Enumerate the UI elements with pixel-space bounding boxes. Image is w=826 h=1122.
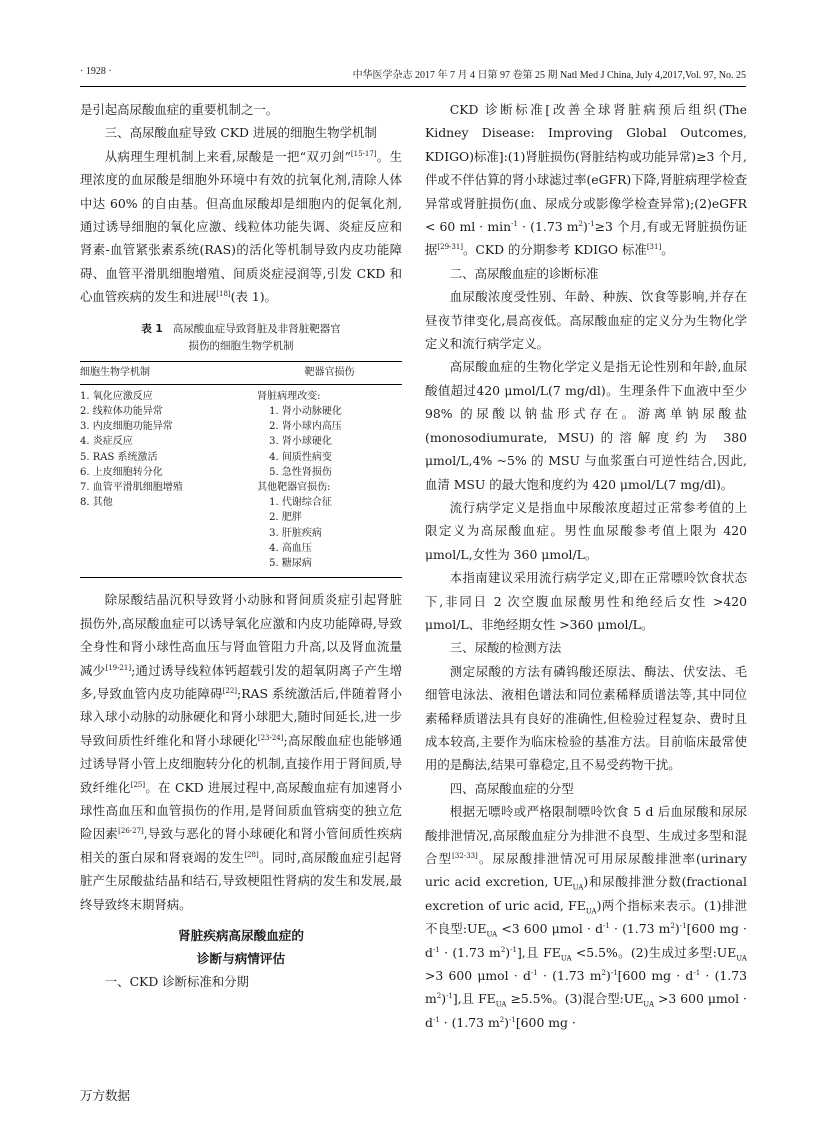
paragraph: 是引起高尿酸血症的重要机制之一。 [80, 102, 279, 117]
left-column [80, 98, 402, 993]
paragraph: 本指南建议采用流行病学定义,即在正常嘌呤饮食状态下,非同日 2 次空腹血尿酸男性和绝经后女性 >420 μmol/L、非绝经期女性 >360 μmol/L。 [425, 570, 747, 632]
subsection-heading: 四、高尿酸血症的分型 [449, 780, 574, 796]
right-column [425, 98, 747, 1034]
subsection-heading: 一、CKD 诊断标准和分期 [104, 973, 249, 989]
paragraph: 测定尿酸的方法有磷钨酸还原法、酶法、伏安法、毛细管电泳法、液相色谱法和同位素稀释质谱法等,其中同位素稀释质谱法具有良好的准确性,但检验过程复杂、费时且成本较高,主要作为临床检验的基准方法。目前临床最常使用的是酶法,结果可靠稳定,且不易受药物干扰。 [425, 663, 747, 773]
citation: [18] [216, 290, 231, 299]
footer-watermark: 万方数据 [80, 1088, 131, 1103]
page-number: · 1928 · [80, 66, 112, 77]
paragraph: 从病理生理机制上来看,尿酸是一把“双刃剑”[15-17]。生理浓度的血尿酸是细胞外环境中有效的抗氧化剂,清除人体中达 60% 的自由基。但高血尿酸却是细胞内的促氧化剂,通过诱导细胞的氧化应激、线粒体功能失调、炎症反应和肾素-血管紧张素系统(RAS)的活化等机制导致内皮功能障碍、血管平滑肌细胞增殖、间质炎症浸润等,引发 CKD 和心血管疾病的发生和进展[18](表 1)。 [80, 148, 403, 305]
table-cell: 1. 氧化应激反应 2. 线粒体功能异常 3. 内皮细胞功能异常 4. 炎症反应 5. RAS 系统激活 6. 上皮细胞转分化 7. 血管平滑肌细胞增殖 8. 其他 [80, 384, 257, 577]
section-heading: 三、高尿酸血症导致 CKD 进展的细胞生物学机制 [104, 125, 377, 141]
table-cell: 肾脏病理改变: 1. 肾小动脉硬化 2. 肾小球内高压 3. 肾小球硬化 4. 间质性病变 5. 急性肾损伤 其他靶器官损伤: 1. 代谢综合征 2. 肥胖 3. 肝脏疾病 4. 高血压 5. 糖尿病 [257, 384, 402, 577]
citation: [15-17] [350, 149, 377, 158]
paragraph: 高尿酸血症的生物化学定义是指无论性别和年龄,血尿酸值超过420 μmol/L(7 mg/dl)。生理条件下血液中至少 98% 的尿酸以钠盐形式存在。游离单钠尿酸盐(monosodiumurate, MSU)的溶解度约为 380 μmol/L,4% ~5% 的 MSU 与血浆蛋白可逆性结合,因此,血清 MSU 的最大饱和度约为 420 μmol/L(7 mg/dl)。 [425, 359, 747, 492]
header-rule [80, 86, 746, 87]
paragraph: CKD 诊断标准[改善全球肾脏病预后组织(The Kidney Disease: Improving Global Outcomes, KDIGO)标准]:(1)肾脏损伤(肾脏结构或功能异常)≥3 个月,伴或不伴估算的肾小球滤过率(eGFR)下降,肾脏病理学检查异常或肾脏损伤(血、尿成分或影像学检查异常);(2)eGFR < 60 ml · $\min^{-1} \cdot (1.73$ $m^2)^{-1}\ge 3$ 个月,有或无肾脏损伤证据[29-31]。CKD 的分期参考 KDIGO 标准[31]。 [425, 102, 747, 258]
section-title: 肾脏疾病高尿酸血症的 诊断与病情评估 [178, 927, 304, 966]
table-header: 细胞生物学机制 [80, 361, 257, 384]
table-1 [80, 321, 402, 579]
journal-header: 中华医学杂志 2017 年 7 月 4 日第 97 卷第 25 期 Natl Med J China, July 4,2017,Vol. 97, No. 25 [352, 70, 746, 81]
table-caption: 表 1 高尿酸血症导致肾脏及非肾脏靶器官 损伤的细胞生物学机制 [141, 322, 341, 352]
paragraph: 除尿酸结晶沉积导致肾小动脉和肾间质炎症引起肾脏损伤外,高尿酸血症可以诱导氧化应激和内皮功能障碍,导致全身性和肾小球性高血压与肾血管阻力升高,以及肾血流量减少[19-21];通过诱导线粒体钙超载引发的超氧阴离子产生增多,导致血管内皮功能障碍[22];RAS 系统激活后,伴随着肾小球入球小动脉的动脉硬化和肾小球肥大,随时间延长,进一步导致间质性纤维化和肾小球硬化[23-24];高尿酸血症也能够通过诱导肾小管上皮细胞转分化的机制,直接作用于肾间质,导致纤维化[25]。在 CKD 进展过程中,高尿酸血症有加速肾小球性高血压和血管损伤的作用,是肾间质血管病变的独立危险因素[26-27],导致与恶化的肾小球硬化和肾小管间质性疾病相关的蛋白尿和肾衰竭的发生[28]。同时,高尿酸血症引起肾脏产生尿酸盐结晶和结石,导致梗阻性肾病的发生和发展,最终导致终末期肾病。 [80, 592, 402, 912]
paragraph: 血尿酸浓度受性别、年龄、种族、饮食等影响,并存在昼夜节律变化,晨高夜低。高尿酸血症的定义分为生物化学定义和流行病学定义。 [425, 289, 747, 352]
table-header: 靶器官损伤 [257, 361, 402, 384]
paragraph: 流行病学定义是指血中尿酸浓度超过正常参考值的上限定义为高尿酸血症。男性血尿酸参考值上限为 420 μmol/L,女性为 360 μmol/L。 [425, 499, 747, 562]
paragraph: 根据无嘌呤或严格限制嘌呤饮食 5 d 后血尿酸和尿尿酸排泄情况,高尿酸血症分为排泄不良型、生成过多型和混合型[32-33]。尿尿酸排泄情况可用尿尿酸排泄率(urinary uric acid excretion, $UE_{UA}$)和尿酸排泄分数(fractional excretion of uric acid, $FE_{UA}$)两个指标来表示。(1)排泄不良型$:UE_{UA} <3$ 600 $\mu mol \cdot d^{-1} \cdot (1.73$ $m^2)^{-1}[600$ mg · $d^{-1} \cdot (1.73$ $m^2)^{-1}$],且 $FE_{UA} <5.5\%$。(2)生成过多型$:UE_{UA} >3$ 600 $\mu mol \cdot d^{-1} \cdot (1.73$ $m^2)^{-1}[600$ mg · $d^{-1} \cdot (1.73$ $m^2)^{-1}$],且 $FE_{UA} \ge 5.5\%$。(3)混合型$:UE_{UA} >3$ 600 $\mu mol \cdot d^{-1} \cdot (1.73$ $m^2)^{-1}[600$ mg · [425, 804, 748, 1030]
subsection-heading: 三、尿酸的检测方法 [449, 640, 562, 656]
subsection-heading: 二、高尿酸血症的诊断标准 [449, 265, 599, 281]
